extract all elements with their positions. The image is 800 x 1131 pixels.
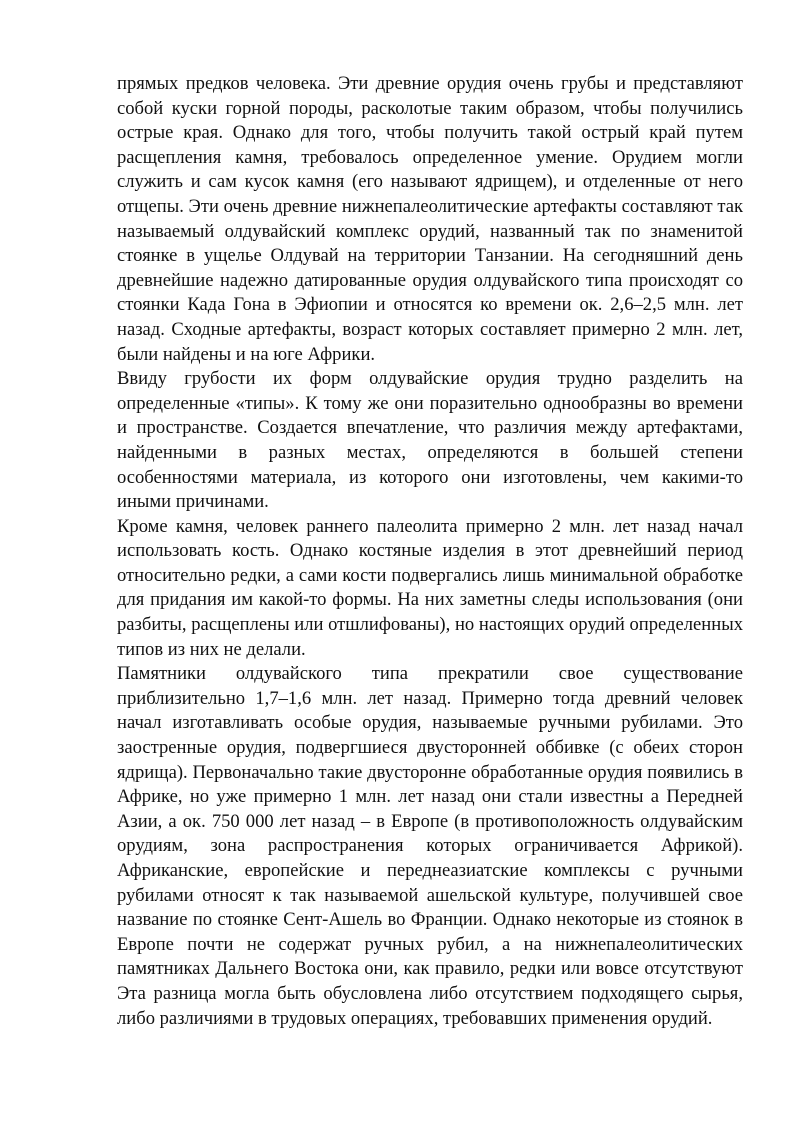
paragraph-2: Ввиду грубости их форм олдувайские орудия трудно разделить на определенные «типы». К тому же они поразительно однообразны во времени и пространстве. Создается впечатление, что различия между артефактами, найденными в разных местах, определяются в большей степени особенностями материала, из которого они изготовлены, чем какими-то иными причинами. bbox=[117, 368, 743, 513]
paragraph-4: Памятники олдувайского типа прекратили свое существование приблизительно 1,7–1,6 млн. лет назад. Примерно тогда древний человек начал изготавливать особые орудия, называемые ручными рубилами. Это заостренные орудия, подвергшиеся двусторонней оббивке (с обеих сторон ядрища). Первоначально такие двусторонне обработанные орудия появились в Африке, но уже примерно 1 млн. лет назад они стали известны а Передней Азии, а ок. 750 000 лет назад – в Европе (в противоположность олдувайским орудиям, зона распространения которых ограничивается Африкой). Африканские, европейские и переднеазиатские комплексы с ручными рубилами относят к так называемой ашельской культуре, получившей свое название по стоянке Сент-Ашель во Франции. Однако некоторые из стоянок в Европе почти не содержат ручных рубил, а на нижнепалеолитических памятниках Дальнего Востока они, как правило, редки или вовсе отсутствуют Эта разница могла быть обусловлена либо отсутствием подходящего сырья, либо различиями в трудовых операциях, требовавших применения орудий. bbox=[117, 663, 743, 1029]
document-page bbox=[117, 72, 743, 1031]
paragraph-1: прямых предков человека. Эти древние орудия очень грубы и представляют собой куски горной породы, расколотые таким образом, чтобы получились острые края. Однако для того, чтобы получить такой острый край путем расщепления камня, требовалось определенное умение. Орудием могли служить и сам кусок камня (его называют ядрищем), и отделенные от него отщепы. Эти очень древние нижнепалеолитические артефакты составляют так называемый олдувайский комплекс орудий, названный так по знаменитой стоянке в ущелье Олдувай на территории Танзании. На сегодняшний день древнейшие надежно датированные орудия олдувайского типа происходят со стоянки Када Гона в Эфиопии и относятся ко времени ок. 2,6–2,5 млн. лет назад. Сходные артефакты, возраст которых составляет примерно 2 млн. лет, были найдены и на юге Африки. bbox=[117, 73, 743, 365]
paragraph-3: Кроме камня, человек раннего палеолита примерно 2 млн. лет назад начал использовать кость. Однако костяные изделия в этот древнейший период относительно редки, а сами кости подвергались лишь минимальной обработке для придания им какой-то формы. На них заметны следы использования (они разбиты, расщеплены или отшлифованы), но настоящих орудий определенных типов из них не делали. bbox=[117, 515, 743, 660]
